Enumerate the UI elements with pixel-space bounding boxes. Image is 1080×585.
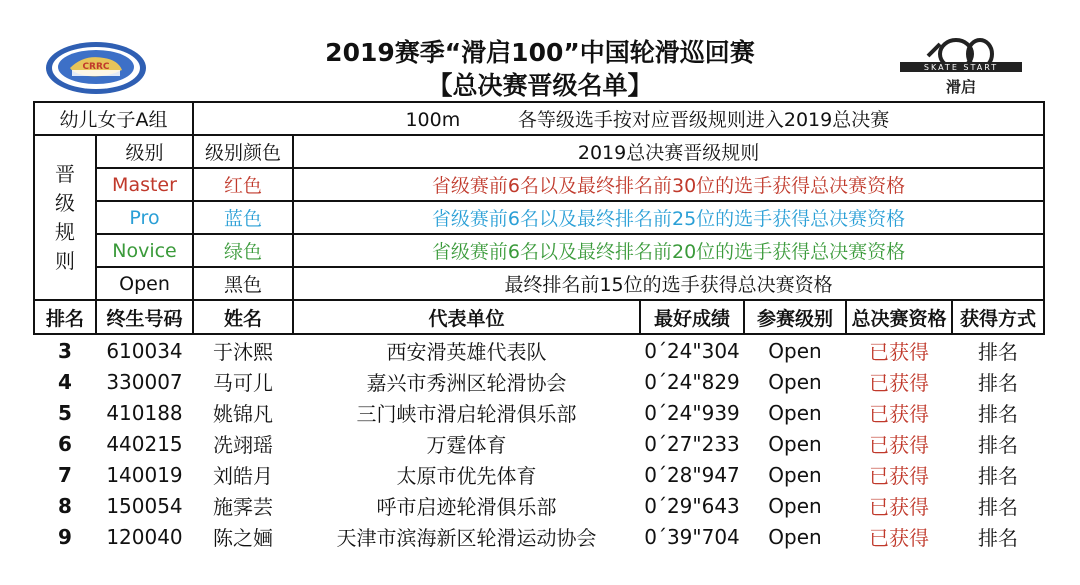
cell-id: 440215 (106, 431, 183, 456)
rule-level: Master (96, 168, 193, 201)
cell-best: 0ˊ29"643 (644, 493, 740, 518)
rules-header-row (34, 135, 1044, 168)
rule-text: 最终排名前15位的选手获得总决赛资格 (293, 267, 1044, 300)
table-row (34, 334, 1044, 366)
table-row (34, 397, 1044, 428)
rule-text: 省级赛前6名以及最终排名前30位的选手获得总决赛资格 (293, 168, 1044, 201)
col-method: 获得方式 (952, 300, 1044, 334)
rule-text: 省级赛前6名以及最终排名前25位的选手获得总决赛资格 (293, 201, 1044, 234)
distance: 100m (405, 109, 461, 131)
page-title: 2019赛季“滑启100”中国轮滑巡回赛 (325, 38, 755, 67)
logo-right-text: SKATE START (923, 63, 999, 72)
cell-name: 于沐熙 (213, 340, 273, 364)
rules-col-level: 级别 (96, 135, 193, 168)
cell-id: 330007 (106, 369, 183, 394)
skate-start-logo (898, 36, 1024, 100)
cell-rank: 6 (58, 431, 72, 456)
rule-row-open (34, 267, 1044, 300)
rule-color: 红色 (193, 168, 293, 201)
table-header-row (34, 300, 1044, 334)
rule-color: 绿色 (193, 234, 293, 267)
cell-status: 已获得 (869, 340, 929, 364)
group-note: 各等级选手按对应晋级规则进入2019总决赛 (517, 109, 890, 131)
cell-unit: 万霆体育 (426, 433, 507, 457)
group-info-row (34, 102, 1044, 135)
cell-best: 0ˊ39"704 (644, 524, 740, 549)
cell-unit: 天津市滨海新区轮滑运动协会 (336, 526, 597, 550)
cell-status: 已获得 (869, 526, 929, 550)
rule-color: 黑色 (193, 267, 293, 300)
cell-unit: 太原市优先体育 (396, 464, 537, 488)
rule-color: 蓝色 (193, 201, 293, 234)
cell-name: 冼翊瑶 (213, 433, 273, 457)
cell-id: 610034 (106, 338, 183, 363)
cell-id: 410188 (106, 400, 183, 425)
table-row (34, 521, 1044, 552)
table-row (34, 490, 1044, 521)
cell-method: 排名 (978, 340, 1019, 364)
cell-level: Open (768, 462, 822, 487)
cell-name: 施霁芸 (213, 495, 273, 519)
rule-level: Open (96, 267, 193, 300)
col-level: 参赛级别 (744, 300, 846, 334)
cell-method: 排名 (978, 402, 1019, 426)
table-row (34, 459, 1044, 490)
cell-method: 排名 (978, 464, 1019, 488)
group-description (193, 102, 1044, 135)
col-name: 姓名 (193, 300, 293, 334)
cell-status: 已获得 (869, 433, 929, 457)
cell-rank: 4 (58, 369, 72, 394)
cell-id: 120040 (106, 524, 183, 549)
cell-level: Open (768, 338, 822, 363)
cell-rank: 9 (58, 524, 72, 549)
cell-unit: 三门峡市滑启轮滑俱乐部 (356, 402, 577, 426)
cell-method: 排名 (978, 526, 1019, 550)
cell-unit: 西安滑英雄代表队 (386, 340, 547, 364)
cell-status: 已获得 (869, 371, 929, 395)
col-best: 最好成绩 (640, 300, 744, 334)
cell-status: 已获得 (869, 402, 929, 426)
cell-level: Open (768, 493, 822, 518)
cell-best: 0ˊ24"304 (644, 338, 740, 363)
rules-col-color: 级别颜色 (193, 135, 293, 168)
cell-best: 0ˊ27"233 (644, 431, 740, 456)
cell-rank: 3 (58, 338, 72, 363)
cell-best: 0ˊ28"947 (644, 462, 740, 487)
cell-rank: 8 (58, 493, 72, 518)
cell-unit: 呼市启迹轮滑俱乐部 (376, 495, 557, 519)
group-name: 幼儿女子A组 (34, 102, 193, 135)
rule-row-novice (34, 234, 1044, 267)
col-id: 终生号码 (96, 300, 193, 334)
rule-level: Novice (96, 234, 193, 267)
cell-unit: 嘉兴市秀洲区轮滑协会 (366, 371, 567, 395)
cell-status: 已获得 (869, 464, 929, 488)
page-subtitle: 【总决赛晋级名单】 (427, 71, 653, 100)
cell-id: 150054 (106, 493, 183, 518)
cell-level: Open (768, 524, 822, 549)
rule-level: Pro (96, 201, 193, 234)
rules-col-rule: 2019总决赛晋级规则 (293, 135, 1044, 168)
cell-level: Open (768, 431, 822, 456)
rule-row-pro (34, 201, 1044, 234)
cell-level: Open (768, 400, 822, 425)
cell-name: 姚锦凡 (213, 402, 273, 426)
cell-method: 排名 (978, 371, 1019, 395)
cell-id: 140019 (106, 462, 183, 487)
cell-method: 排名 (978, 495, 1019, 519)
cell-name: 陈之婳 (213, 526, 273, 550)
col-rank: 排名 (34, 300, 96, 334)
rule-row-master (34, 168, 1044, 201)
cell-method: 排名 (978, 433, 1019, 457)
table-row (34, 428, 1044, 459)
rule-text: 省级赛前6名以及最终排名前20位的选手获得总决赛资格 (293, 234, 1044, 267)
col-unit: 代表单位 (293, 300, 640, 334)
qualification-table (33, 101, 1045, 552)
table-row (34, 366, 1044, 397)
logo-right-cn: 滑启 (945, 78, 977, 96)
cell-name: 马可儿 (213, 371, 273, 395)
cell-name: 刘皓月 (213, 464, 273, 488)
cell-rank: 5 (58, 400, 72, 425)
cell-best: 0ˊ24"939 (644, 400, 740, 425)
rules-side-label: 晋 级 规 则 (34, 135, 96, 300)
cell-rank: 7 (58, 462, 72, 487)
cell-level: Open (768, 369, 822, 394)
logo-left-text: CRRC (82, 62, 110, 72)
cell-status: 已获得 (869, 495, 929, 519)
cell-best: 0ˊ24"829 (644, 369, 740, 394)
col-status: 总决赛资格 (846, 300, 952, 334)
